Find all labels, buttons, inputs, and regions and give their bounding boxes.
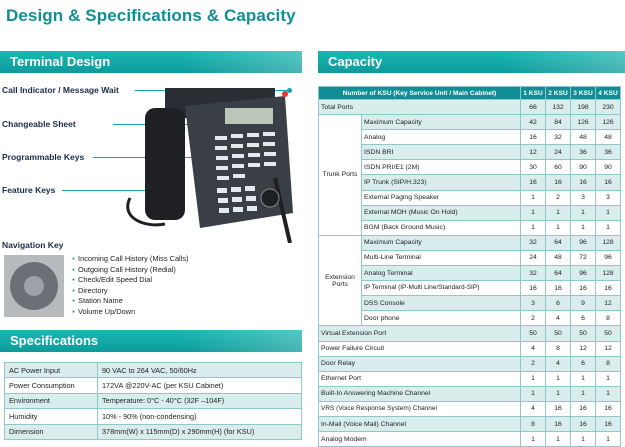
cell: 1	[596, 432, 621, 447]
cell: 4	[521, 341, 546, 356]
cell: 128	[596, 235, 621, 250]
extension-rows	[319, 235, 621, 326]
cell: 24	[546, 145, 571, 160]
spec-value: 172VA @220V-AC (per KSU Cabinet)	[98, 378, 302, 393]
table-row	[319, 220, 621, 235]
label-navigation-key: Navigation Key	[2, 240, 64, 250]
table-row	[319, 130, 621, 145]
cell: 36	[571, 145, 596, 160]
cell: 16	[571, 416, 596, 431]
cell: 3	[596, 190, 621, 205]
cell: 48	[596, 130, 621, 145]
cell: 84	[546, 115, 571, 130]
list-item: ● Volume Up/Down	[72, 307, 189, 318]
specifications-heading: Specifications	[0, 330, 302, 352]
cell: 12	[596, 296, 621, 311]
cell: 8	[546, 341, 571, 356]
cell: 1	[521, 371, 546, 386]
cell: 1	[546, 205, 571, 220]
spec-label: Power Consumption	[5, 378, 98, 393]
cell: 16	[596, 401, 621, 416]
table-row	[319, 145, 621, 160]
cell: 1	[596, 386, 621, 401]
cell: 12	[596, 341, 621, 356]
row-label: Maximum Capacity	[362, 115, 521, 130]
cell: 16	[546, 281, 571, 296]
label-programmable-keys: Programmable Keys	[2, 152, 85, 162]
cell: 3	[521, 296, 546, 311]
table-row	[319, 235, 621, 250]
row-label: Door Relay	[319, 356, 521, 371]
row-label: Analog	[362, 130, 521, 145]
column-header: 2 KSU	[546, 87, 571, 100]
capacity-table	[318, 86, 621, 447]
table-row	[319, 356, 621, 371]
other-rows	[319, 326, 621, 447]
cell: 2	[546, 190, 571, 205]
spec-value: Temperature: 0°C - 40°C (32F –104F)	[98, 393, 302, 408]
cell: 50	[546, 326, 571, 341]
cell: 2	[521, 311, 546, 326]
cell: 16	[596, 416, 621, 431]
cell: 16	[521, 130, 546, 145]
row-label: Power Failure Circuit	[319, 341, 521, 356]
spec-label: Environment	[5, 393, 98, 408]
spec-label: Humidity	[5, 409, 98, 424]
spec-label: AC Power Input	[5, 363, 98, 378]
cell: 32	[521, 235, 546, 250]
cell: 64	[546, 266, 571, 281]
cell: 90	[596, 160, 621, 175]
cell: 6	[546, 296, 571, 311]
row-label: ISDN PRI/E1 (2M)	[362, 160, 521, 175]
row-label: Ethernet Port	[319, 371, 521, 386]
cell: 16	[596, 281, 621, 296]
cell: 50	[596, 326, 621, 341]
cell: 96	[571, 235, 596, 250]
cell: 1	[571, 220, 596, 235]
spec-value: 378mm(W) x 115mm(D) x 290mm(H) (for KSU)	[98, 424, 302, 439]
cell: 90	[571, 160, 596, 175]
table-row	[319, 205, 621, 220]
cell: 16	[571, 175, 596, 190]
column-header: 1 KSU	[521, 87, 546, 100]
cell: 16	[571, 401, 596, 416]
row-label: BGM (Back Ground Music)	[362, 220, 521, 235]
table-row	[5, 378, 302, 393]
list-item: ● Station Name	[72, 296, 189, 307]
row-label: Virtual Extension Port	[319, 326, 521, 341]
table-row	[319, 432, 621, 447]
table-row	[319, 190, 621, 205]
row-label: VRS (Voice Response System) Channel	[319, 401, 521, 416]
cell: 48	[571, 130, 596, 145]
cell: 1	[521, 432, 546, 447]
cell: 126	[571, 115, 596, 130]
cell: 16	[546, 401, 571, 416]
table-row	[5, 409, 302, 424]
specifications-table	[4, 362, 302, 440]
capacity-heading: Capacity	[318, 51, 625, 73]
row-label: IP Terminal (IP-Multi Line/Standard-SIP)	[362, 281, 521, 296]
table-row	[319, 266, 621, 281]
cell: 1	[596, 205, 621, 220]
cell: 1	[521, 220, 546, 235]
table-row	[319, 371, 621, 386]
cell: 96	[596, 250, 621, 265]
table-row	[319, 115, 621, 130]
cell: 96	[571, 266, 596, 281]
cell: 12	[571, 341, 596, 356]
table-row	[319, 175, 621, 190]
cell: 1	[596, 220, 621, 235]
cell: 2	[521, 356, 546, 371]
cell: 1	[546, 432, 571, 447]
cell: 1	[521, 386, 546, 401]
list-item: ● Incoming Call History (Miss Calls)	[72, 254, 189, 265]
cell: 1	[521, 190, 546, 205]
row-label: Multi-Line Terminal	[362, 250, 521, 265]
table-row	[319, 341, 621, 356]
table-row	[319, 160, 621, 175]
row-label: IP Trunk (SIP/H.323)	[362, 175, 521, 190]
cell: 1	[571, 371, 596, 386]
cell: 1	[521, 205, 546, 220]
spec-value: 90 VAC to 264 VAC, 50/60Hz	[98, 363, 302, 378]
label-changeable-sheet: Changeable Sheet	[2, 119, 76, 129]
cell: 60	[546, 160, 571, 175]
cell: 1	[546, 371, 571, 386]
label-call-indicator: Call Indicator / Message Wait	[2, 85, 119, 95]
cell: 1	[571, 205, 596, 220]
list-item: ● Directory	[72, 286, 189, 297]
list-item: ● Outgoing Call History (Redial)	[72, 265, 189, 276]
column-header: 3 KSU	[571, 87, 596, 100]
row-label: Door phone	[362, 311, 521, 326]
cell: 8	[596, 356, 621, 371]
column-header: 4 KSU	[596, 87, 621, 100]
row-label: Total Ports	[319, 100, 521, 115]
cell: 1	[546, 220, 571, 235]
cell: 36	[596, 145, 621, 160]
table-row	[319, 311, 621, 326]
cell: 50	[571, 326, 596, 341]
cell: 1	[571, 432, 596, 447]
cell: 4	[546, 311, 571, 326]
cell: 24	[521, 250, 546, 265]
cell: 42	[521, 115, 546, 130]
group-label: Extension Ports	[319, 235, 362, 326]
table-row	[319, 296, 621, 311]
table-row	[319, 386, 621, 401]
cell: 4	[546, 356, 571, 371]
row-label: Built-In Answering Machine Channel	[319, 386, 521, 401]
cell: 198	[571, 100, 596, 115]
phone-image	[125, 78, 295, 243]
cell: 48	[546, 250, 571, 265]
row-label: Maximum Capacity	[362, 235, 521, 250]
terminal-design-heading: Terminal Design	[0, 51, 302, 73]
row-label: Analog Modem	[319, 432, 521, 447]
cell: 1	[596, 371, 621, 386]
spec-label: Dimension	[5, 424, 98, 439]
cell: 16	[546, 175, 571, 190]
cell: 1	[546, 386, 571, 401]
cell: 9	[571, 296, 596, 311]
row-label: In-Mail (Voice Mail) Channel	[319, 416, 521, 431]
list-item: ● Check/Edit Speed Dial	[72, 275, 189, 286]
cell: 30	[521, 160, 546, 175]
navigation-key-image	[4, 255, 64, 317]
label-feature-keys: Feature Keys	[2, 185, 56, 195]
table-row	[319, 401, 621, 416]
table-row	[5, 424, 302, 439]
cell: 6	[571, 311, 596, 326]
row-label: External Paging Speaker	[362, 190, 521, 205]
table-row	[319, 100, 621, 115]
cell: 16	[546, 416, 571, 431]
cell: 8	[521, 416, 546, 431]
cell: 32	[521, 266, 546, 281]
cell: 6	[571, 356, 596, 371]
table-header-row	[319, 87, 621, 100]
cell: 1	[571, 386, 596, 401]
cell: 132	[546, 100, 571, 115]
cell: 64	[546, 235, 571, 250]
cell: 32	[546, 130, 571, 145]
cell: 16	[596, 175, 621, 190]
cell: 4	[521, 401, 546, 416]
cell: 72	[571, 250, 596, 265]
table-row	[5, 363, 302, 378]
table-row	[319, 250, 621, 265]
trunk-rows	[319, 115, 621, 236]
cell: 66	[521, 100, 546, 115]
row-label: Analog Terminal	[362, 266, 521, 281]
row-label: External MOH (Music On Hold)	[362, 205, 521, 220]
column-header: Number of KSU (Key Service Unit / Main Cabinet)	[319, 87, 521, 100]
spec-value: 10% - 90% (non-condensing)	[98, 409, 302, 424]
cell: 50	[521, 326, 546, 341]
cell: 16	[571, 281, 596, 296]
cell: 16	[521, 175, 546, 190]
cell: 16	[521, 281, 546, 296]
cell: 12	[521, 145, 546, 160]
row-label: ISDN BRI	[362, 145, 521, 160]
cell: 3	[571, 190, 596, 205]
cell: 230	[596, 100, 621, 115]
table-row	[319, 326, 621, 341]
cell: 8	[596, 311, 621, 326]
row-label: DSS Console	[362, 296, 521, 311]
page-title: Design & Specifications & Capacity	[6, 6, 296, 25]
table-row	[5, 393, 302, 408]
cell: 126	[596, 115, 621, 130]
table-row	[319, 416, 621, 431]
table-row	[319, 281, 621, 296]
navigation-feature-list	[72, 254, 189, 318]
group-label: Trunk Ports	[319, 115, 362, 236]
cell: 128	[596, 266, 621, 281]
